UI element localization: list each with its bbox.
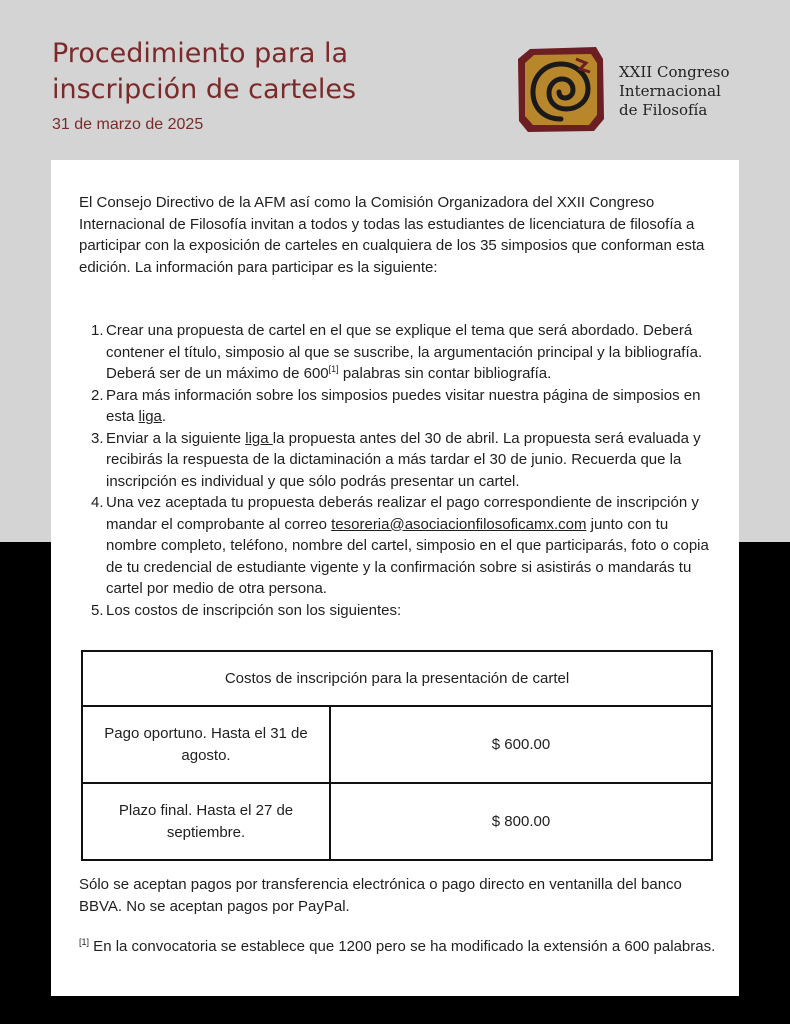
steps-list (79, 320, 719, 621)
intro-paragraph: El Consejo Directivo de la AFM así como la Comisión Organizadora del XXII Congreso Internacional de Filosofía invitan a todos y todas las estudiantes de licenciatura de filosofía a participar con la exposición de carteles en cualquiera de los 35 simposios que conforman esta edición. La información para participar es la siguiente: (79, 194, 705, 276)
document-body (51, 160, 739, 996)
list-text: Una vez aceptada tu propuesta deberás realizar el pago correspondiente de inscripción y mandar el comprobante al correo (106, 494, 699, 533)
list-text: . (161, 408, 167, 425)
table-row (82, 706, 712, 783)
list-text: Enviar a la siguiente (106, 429, 246, 447)
footnote (79, 936, 719, 958)
footnote-ref[interactable]: [1] (328, 364, 339, 374)
list-text: palabras sin contar bibliografía. (338, 365, 552, 382)
congress-name-line: Internacional (619, 82, 721, 100)
submission-link[interactable]: liga (245, 429, 273, 447)
cost-price: $ 800.00 (330, 783, 712, 860)
list-text: Para más información sobre los simposios puedes visitar nuestra página de simposios en esta (106, 386, 701, 425)
cost-price: $ 600.00 (330, 706, 712, 783)
cost-period: Pago oportuno. Hasta el 31 de agosto. (82, 706, 330, 783)
list-number: 2. (91, 386, 104, 404)
footnote-mark: [1] (79, 937, 90, 947)
table-row (82, 783, 712, 860)
costs-table (81, 650, 713, 861)
symposia-link[interactable]: liga (138, 408, 162, 425)
congress-logo-icon (516, 45, 606, 133)
list-number: 5. (91, 601, 104, 619)
cost-period: Plazo final. Hasta el 27 de septiembre. (82, 783, 330, 860)
list-item (79, 428, 719, 493)
treasury-email-link[interactable]: tesoreria@asociacionfilosoficamx.com (331, 515, 587, 533)
page-title: Procedimiento para la inscripción de carteles (52, 38, 357, 105)
list-text: la propuesta antes del 30 de abril. La propuesta será evaluada y recibirás la respuesta de la dictaminación a más tardar el 30 de junio. Recuerda que la inscripción es individual y que sólo podrás presentar un cartel. (106, 429, 701, 490)
congress-name-line: XXII Congreso (619, 63, 730, 81)
list-item (79, 385, 719, 428)
list-item (79, 492, 719, 600)
list-item (79, 320, 719, 385)
list-text: Los costos de inscripción son los siguientes: (106, 601, 402, 619)
payment-note: Sólo se aceptan pagos por transferencia electrónica o pago directo en ventanilla del banco BBVA. No se aceptan pagos por PayPal. (79, 876, 682, 915)
congress-name (619, 63, 779, 120)
list-text: Crear una propuesta de cartel en el que se explique el tema que será abordado. Deberá contener el título, simposio al que se suscribe, la argumentación principal y la bibliografía. Deberá ser de un máximo de 600 (106, 322, 703, 382)
list-item (79, 600, 719, 622)
publication-date: 31 de marzo de 2025 (52, 116, 204, 133)
list-number: 3. (91, 429, 104, 447)
list-number: 4. (91, 494, 104, 511)
costs-table-header: Costos de inscripción para la presentación de cartel (82, 651, 712, 706)
list-number: 1. (91, 322, 104, 339)
list-text: junto con tu nombre completo, teléfono, nombre del cartel, simposio en el que participarás, foto o copia de tu credencial de estudiante vigente y la confirmación sobre si asistirás o mandarás tu cartel por medio de otra persona. (106, 515, 709, 597)
footnote-text: En la convocatoria se establece que 1200 pero se ha modificado la extensión a 600 palabras. (89, 938, 716, 955)
congress-name-line: de Filosofía (619, 101, 708, 119)
